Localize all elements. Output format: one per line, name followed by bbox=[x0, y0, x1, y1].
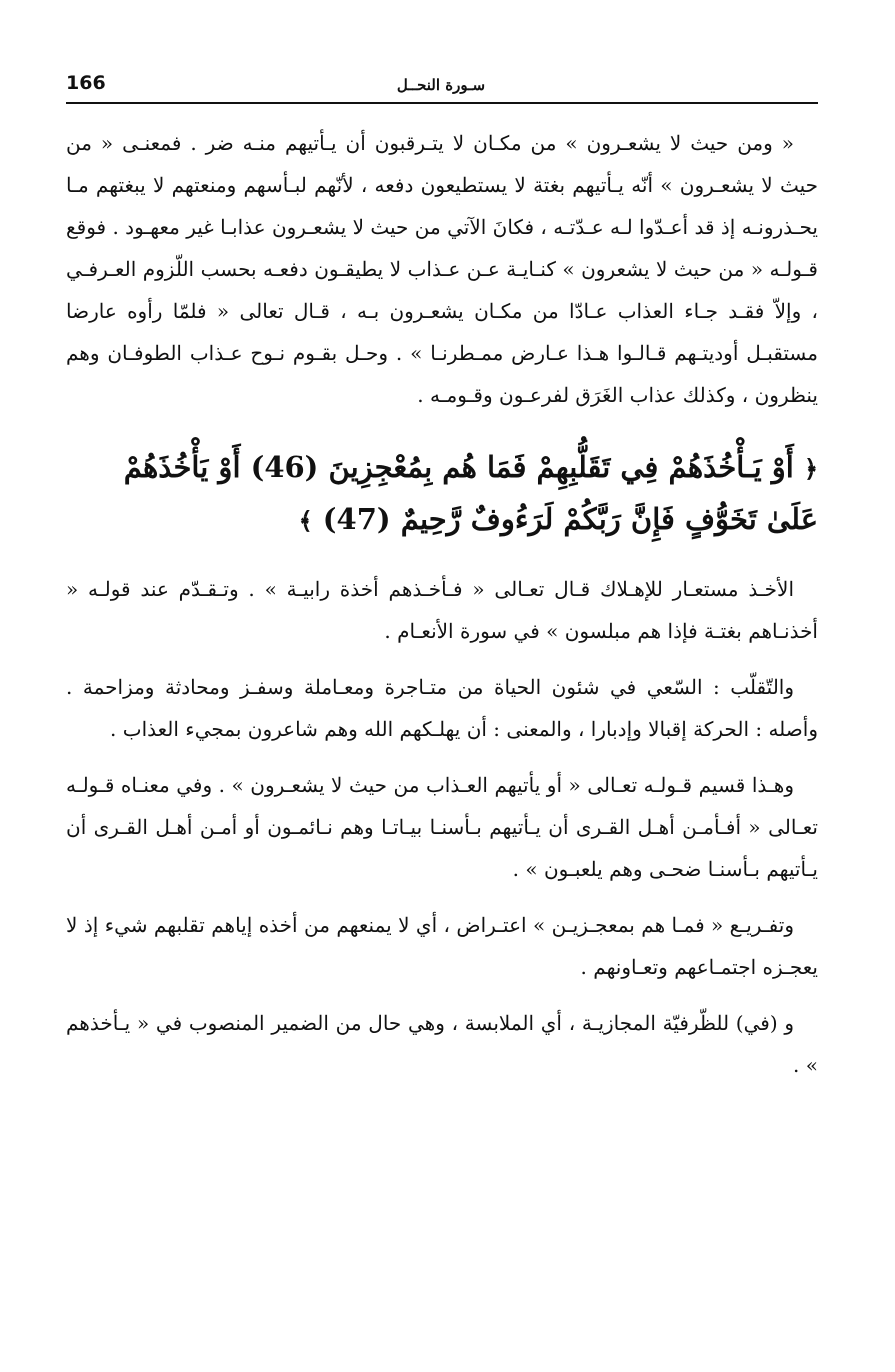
page-header bbox=[66, 72, 818, 104]
verse-line-2 bbox=[66, 494, 818, 546]
page-body bbox=[66, 122, 818, 1086]
commentary-paragraph-2: والتّقلّب : السّعي في شئون الحياة من متـاجرة ومعـاملة وسفـز ومحادثة ومزاحمة . وأصله : الحركة إقبالا وإدبارا ، والمعنى : أن يهلـكهم الله وهم شاعرون بمجيء العذاب . bbox=[66, 675, 818, 741]
commentary-paragraph-1: الأخـذ مستعـار للإهـلاك قـال تعـالى « فـأخـذهم أخذة رابيـة » . وتـقـدّم عند قولـه « أخذنـاهم بغتـة فإذا هم مبلسون » في سورة الأنعـام . bbox=[66, 577, 818, 643]
commentary-paragraph-3: وهـذا قسيم قـولـه تعـالى « أو يأتيهم العـذاب من حيث لا يشعـرون » . وفي معنـاه قـولـه تعـالى « أفـأمـن أهـل القـرى أن يـأتيهم بـأسنـا بيـاتـا وهم نـائمـون أو أمـن أهـل القـرى أن يـأتيهم بـأسنـا ضحـى وهم يلعبـون » . bbox=[66, 773, 818, 881]
commentary-paragraph-4: وتفـريـع « فمـا هم بمعجـزيـن » اعتـراض ، أي لا يمنعهم من أخذه إياهم تقلبهم شيء إذ لا يعجـزه اجتمـاعهم وتعـاونهم . bbox=[66, 913, 818, 979]
intro-paragraph: « ومن حيث لا يشعـرون » من مكـان لا يتـرقبون أن يـأتيهم منـه ضر . فمعنـى « من حيث لا يشعـرون » أنّه يـأتيهم بغتة لا يستطيعون دفعه ، لأنّهم لبـأسهم ومنعتهم لا يبغتهم مـا يحـذرونـه إذ قد أعـدّوا لـه عـدّتـه ، فكانَ الآتي من حيث لا يشعـرون عذابـا غير معهـود . فوقع قـولـه « من حيث لا يشعرون » كنـايـة عـن عـذاب لا يطيقـون دفعـه بحسب اللّزوم العـرفـي ، وإلاّ فقـد جـاء العذاب عـادّا من مكـان يشعـرون بـه ، قـال تعالى « فلمّا رأوه عارضا مستقبـل أوديتـهم قـالـوا هـذا عـارض ممـطرنـا » . وحـل بقـوم نـوح عـذاب الطوفـان وهم ينظرون ، وكذلك عذاب الغَرَق لفرعـون وقـومـه . bbox=[66, 131, 818, 407]
surah-title: سـورة النحــل bbox=[396, 76, 486, 94]
page-number: 166 bbox=[66, 72, 106, 94]
verse-close-bracket: ﴾ bbox=[298, 506, 313, 535]
commentary-paragraph-5: و (في) للظّرفيّة المجازيـة ، أي الملابسة ، وهي حال من الضمير المنصوب في « يـأخذهم » . bbox=[66, 1011, 818, 1077]
verse-line-1 bbox=[66, 442, 818, 494]
verse-text-2: عَلَىٰ تَخَوُّفٍ فَإِنَّ رَبَّكُمْ لَرَءُوفٌ رَّحِيمٌ (47) bbox=[322, 502, 818, 536]
verse-text-1: أَوْ يَـأْخُذَهُمْ فِي تَقَلُّبِهِمْ فَمَا هُم بِمُعْجِزِينَ (46) أَوْ يَأْخُذَهُمْ bbox=[123, 450, 794, 484]
verse-open-bracket: ﴿ bbox=[803, 454, 818, 483]
quran-verse bbox=[66, 442, 818, 546]
